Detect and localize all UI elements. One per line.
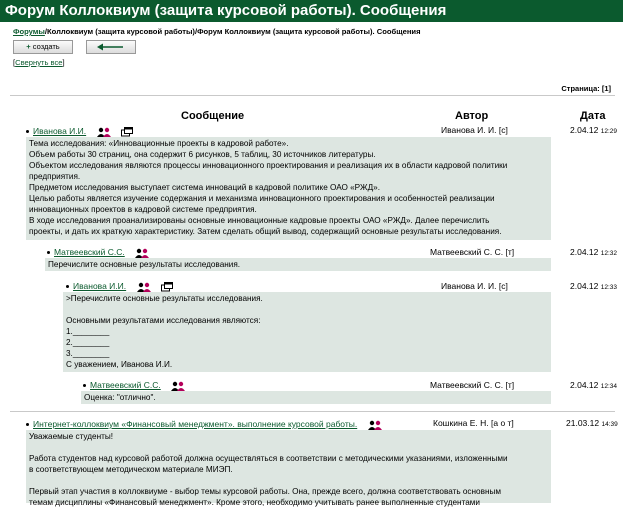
bullet-icon — [83, 384, 86, 387]
post-date: 2.04.12 12:29 — [570, 125, 618, 135]
post-body: Перечислите основные результаты исследования. — [45, 258, 551, 271]
breadcrumb-forums-link[interactable]: Форумы — [13, 27, 45, 36]
back-button[interactable] — [86, 40, 136, 54]
post-date: 2.04.12 12:33 — [570, 281, 618, 291]
bullet-icon — [26, 130, 29, 133]
post-author: Иванова И. И. [с] — [441, 281, 508, 291]
post-author: Матвеевский С. С. [т] — [430, 380, 515, 390]
post-author: Матвеевский С. С. [т] — [430, 247, 515, 257]
bullet-icon — [47, 251, 50, 254]
post-title-link[interactable]: Интернет-коллоквиум «Финансовый менеджмент». выполнение курсовой работы. — [33, 419, 358, 429]
user-pair-icon[interactable] — [137, 282, 151, 292]
column-header-message: Сообщение — [181, 110, 245, 122]
post-title-link[interactable]: Иванова И.И. — [33, 126, 87, 136]
post-title-link[interactable]: Иванова И.И. — [73, 281, 127, 291]
windows-icon[interactable] — [121, 127, 133, 137]
post-body: >Перечислите основные результаты исследования. Основными результатами исследования являются: 1.________ 2.________ 3.________ С уважением, Иванова И.И. — [63, 292, 551, 372]
plus-icon: + — [26, 42, 31, 51]
pagination-indicator: Страница: [1] — [561, 84, 611, 93]
arrow-left-icon — [96, 42, 126, 52]
post-date: 2.04.12 12:32 — [570, 247, 618, 257]
post-body: Тема исследования: «Инновационные проекты в кадровой работе». Объем работы 30 страниц, она содержит 6 рисунков, 5 таблиц, 30 источников литературы. Объектом исследования являются процессы инновационного проектирования и реализация их в области кадровой политики предприятия. Предметом исследования выступает система инноваций в кадровой политике ОАО «РЖД». Целью работы является изучение содержания и механизма инновационного проектирования и особенностей реализации инновационных проектов в кадровой системе предприятия. В ходе исследования проанализированы основные инновационные кадровые проекты ОАО «РЖД». Далее перечислить проекты, и дать их краткую характеристику. Затем сделать общий вывод, содержащий основные результаты исследования. — [26, 137, 551, 240]
post-date: 2.04.12 12:34 — [570, 380, 618, 390]
user-pair-icon[interactable] — [171, 381, 185, 391]
create-button-label: создать — [32, 42, 60, 51]
post-title-link[interactable]: Матвеевский С.С. — [90, 380, 161, 390]
collapse-all-link[interactable]: Свернуть все — [15, 58, 63, 67]
collapse-all: [Свернуть все] — [13, 58, 65, 67]
thread-divider — [10, 411, 615, 412]
post-body: Уважаемые студенты! Работа студентов над курсовой работой должна осуществляться в соответствии с методическими указаниями, изложенными в соответствующем методическом материале МИЭП. Первый этап участия в коллоквиуме - выбор темы курсовой работы. Она, прежде всего, должна соответствовать основным темам дисциплины «Финансовый менеджмент». Кроме этого, необходимо учитывать ранее выполненные студентами — [26, 430, 551, 503]
header-divider — [10, 95, 615, 96]
windows-icon[interactable] — [161, 282, 173, 292]
user-pair-icon[interactable] — [135, 248, 149, 258]
bullet-icon — [26, 423, 29, 426]
post-author: Кошкина Е. Н. [а о т] — [433, 418, 514, 428]
post-date: 21.03.12 14:39 — [566, 418, 618, 428]
user-pair-icon[interactable] — [368, 420, 382, 430]
bullet-icon — [66, 285, 69, 288]
user-pair-icon[interactable] — [97, 127, 111, 137]
breadcrumb — [13, 27, 421, 36]
column-header-author: Автор — [455, 110, 489, 122]
post-title-link[interactable]: Матвеевский С.С. — [54, 247, 125, 257]
post-author: Иванова И. И. [с] — [441, 125, 508, 135]
page-title: Форум Коллоквиум (защита курсовой работы). Сообщения — [0, 0, 623, 22]
column-header-date: Дата — [580, 110, 606, 122]
breadcrumb-path: /Коллоквиум (защита курсовой работы)/Форум Коллоквиум (защита курсовой работы). Сообщения — [44, 27, 421, 36]
post-body: Оценка: "отлично". — [81, 391, 551, 404]
create-button[interactable] — [13, 40, 73, 54]
